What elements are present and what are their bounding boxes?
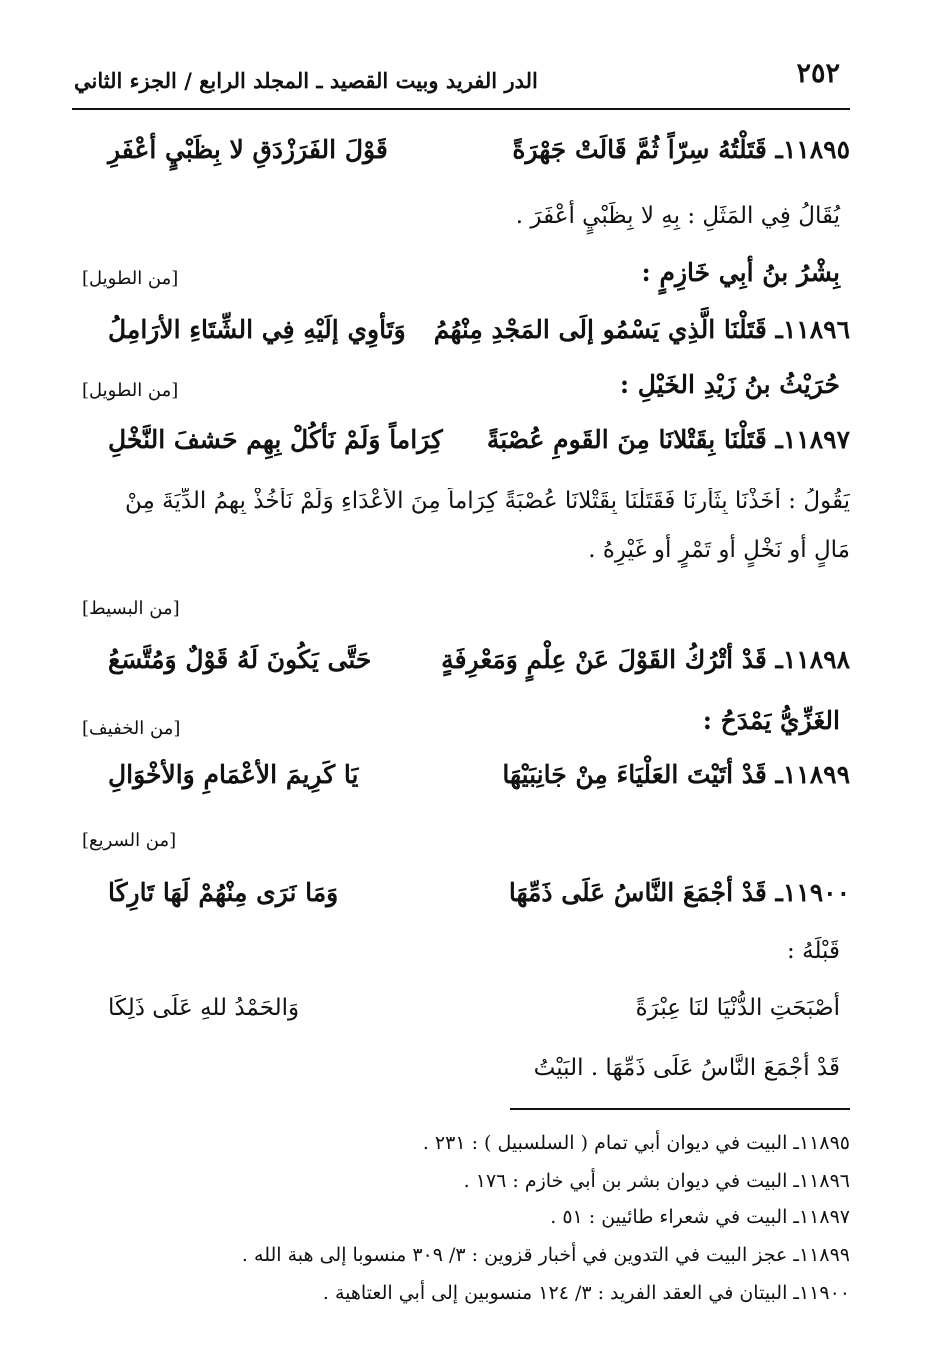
verse-11897-commentary-line-2: مَالٍ أو نَخْلٍ أو تَمْرٍ أو غَيْرِهُ .: [588, 537, 850, 563]
verse-11895-commentary: يُقَالُ فِي المَثَلِ : بِهِ لا بِظَبْيٍ أعْفَرَ .: [515, 203, 840, 229]
verse-number: ١١٨٩٦ـ: [775, 315, 850, 344]
verse-11896-second-hemistich: وَتَأوِي إلَيْهِ فِي الشِّتَاءِ الأرَامِلُ: [108, 315, 406, 344]
verse-11900-first-hemistich: [509, 878, 850, 907]
meter-label: [من الطويل]: [82, 380, 179, 401]
poet-name: الغَزِّيُّ يَمْدَحُ :: [702, 706, 840, 735]
verse-11898-second-hemistich: حَتَّى يَكُونَ لَهُ قَوْلٌ وَمُتَّسَعُ: [108, 645, 372, 674]
verse-11897-second-hemistich: كِرَاماً وَلَمْ نَأكُلْ بِهِم حَشفَ النَّخْلِ: [108, 425, 443, 454]
verse-11897-first-hemistich: [487, 425, 850, 454]
header-divider: [72, 108, 850, 110]
verse-11899-second-hemistich: يَا كَرِيمَ الأعْمَامِ وَالأخْوَالِ: [108, 760, 359, 789]
footnote: ١١٨٩٧ـ البيت في شعراء طائيين : ٥١ .: [550, 1206, 850, 1228]
verse-11895-first-hemistich: [512, 135, 850, 164]
footnote-divider: [510, 1108, 850, 1110]
meter-label: [من الطويل]: [82, 268, 179, 289]
footnote: ١١٨٩٩ـ عجز البيت في التدوين في أخبار قزوين : ٣/ ٣٠٩ منسوبا إلى هبة الله .: [241, 1244, 850, 1266]
hemistich-text: قَدْ أتَيْتَ العَلْيَاءَ مِنْ جَانِبَيْهَا: [502, 760, 767, 789]
hemistich-text: قَدْ أجْمَعَ النَّاسُ عَلَى ذَمِّهَا: [508, 878, 767, 907]
poet-name: بِشْرُ بنُ أبِي خَازِمٍ :: [641, 258, 840, 287]
hemistich-text: قَتَلْتُهُ سِرّاً ثُمَّ قَالَتْ جَهْرَةً: [512, 135, 767, 164]
verse-number: ١١٩٠٠ـ: [775, 878, 850, 907]
page-number: ٢٥٢: [796, 58, 840, 89]
verse-11900-second-hemistich: وَمَا نَرَى مِنْهُمْ لَهَا تَارِكَا: [108, 878, 339, 907]
verse-11899-first-hemistich: [502, 760, 850, 789]
running-title: الدر الفريد وبيت القصيد ـ المجلد الرابع / الجزء الثاني: [74, 68, 538, 93]
meter-label: [من الخفيف]: [82, 718, 181, 739]
footnote: ١١٩٠٠ـ البيتان في العقد الفريد : ٣/ ١٢٤ منسوبين إلى أبي العتاهية .: [322, 1282, 850, 1304]
verse-11900-tail: قَدْ أجْمَعَ النَّاسُ عَلَى ذَمِّهَا . البَيْتُ: [533, 1055, 840, 1081]
verse-11896-first-hemistich: [434, 315, 850, 344]
verse-11897-commentary-line-1: يَقُولُ : أخَذْنَا بِثَأرِنَا فَقَتَلْنَا بِقَتْلانَا عُصْبَةً كِرَاماً مِنَ الأعْدَاءِ وَلَمْ نَأخُذْ بِهِمُ الدِّيَةَ مِنْ: [124, 488, 850, 514]
footnote: ١١٨٩٥ـ البيت في ديوان أبي تمام ( السلسبيل ) : ٢٣١ .: [422, 1132, 850, 1154]
meter-label: [من البسيط]: [82, 598, 180, 619]
verse-number: ١١٨٩٨ـ: [775, 645, 850, 674]
meter-label: [من السريع]: [82, 830, 177, 851]
verse-number: ١١٨٩٥ـ: [775, 135, 850, 164]
preceding-verse-second-hemistich: وَالحَمْدُ للهِ عَلَى ذَلِكَا: [108, 995, 300, 1021]
verse-11895-second-hemistich: قَوْلَ الفَرَزْدَقِ لا بِظَبْيٍ أعْفَرِ: [108, 135, 388, 164]
verse-11898-first-hemistich: [441, 645, 850, 674]
hemistich-text: قَتَلْنَا الَّذِي يَسْمُو إلَى المَجْدِ مِنْهُمُ: [433, 315, 767, 344]
preceding-verse-first-hemistich: أصْبَحَتِ الدُّنْيَا لنَا عِبْرَةً: [635, 995, 840, 1021]
hemistich-text: قَتَلْنَا بِقَتْلانَا مِنَ القَومِ عُصْبَةً: [486, 425, 767, 454]
verse-number: ١١٨٩٧ـ: [775, 425, 850, 454]
hemistich-text: قَدْ أتْرُكُ القَوْلَ عَنْ عِلْمٍ وَمَعْرِفَةٍ: [441, 645, 767, 674]
poet-name: حُرَيْثُ بنُ زَيْدِ الخَيْلِ :: [619, 370, 840, 399]
qablahu-label: قَبْلَهُ :: [787, 938, 840, 964]
verse-number: ١١٨٩٩ـ: [775, 760, 850, 789]
footnote: ١١٨٩٦ـ البيت في ديوان بشر بن أبي خازم : ١٧٦ .: [463, 1170, 850, 1192]
